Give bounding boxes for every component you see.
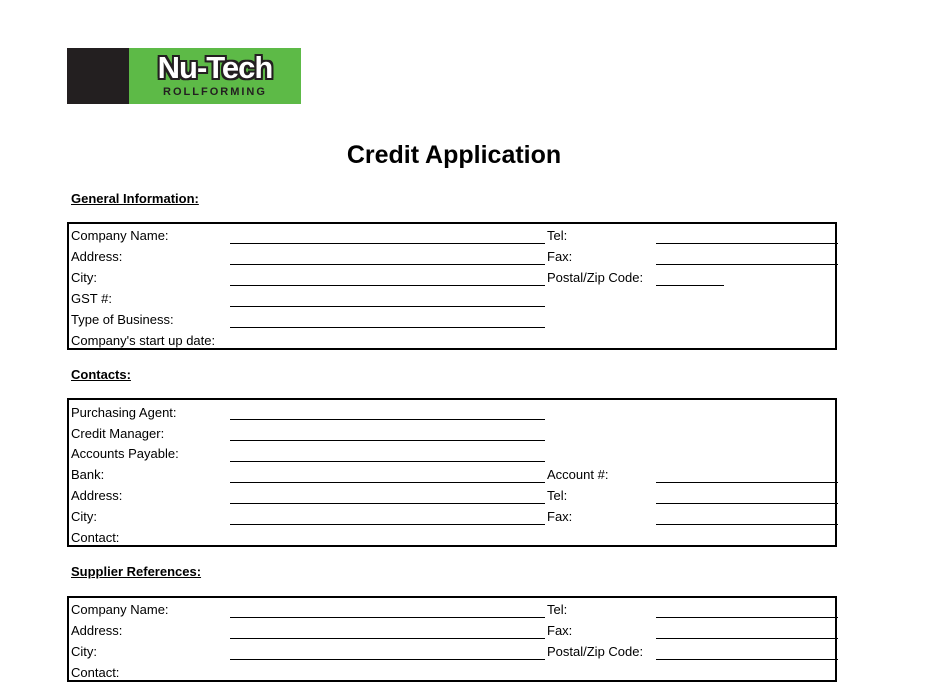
gst-label: GST #: bbox=[71, 291, 112, 306]
purchasing-agent-field[interactable] bbox=[230, 419, 545, 420]
credit-manager-field[interactable] bbox=[230, 440, 545, 441]
supplier-fax-field[interactable] bbox=[656, 638, 838, 639]
bank-tel-label: Tel: bbox=[547, 488, 568, 503]
address-label: Address: bbox=[71, 249, 123, 264]
supplier-city-field[interactable] bbox=[230, 659, 545, 660]
contacts-heading: Contacts: bbox=[71, 367, 131, 382]
logo-green-block bbox=[129, 48, 301, 104]
company-name-field[interactable] bbox=[230, 243, 545, 244]
supplier-postal-code-label: Postal/Zip Code: bbox=[547, 644, 644, 659]
accounts-payable-field[interactable] bbox=[230, 461, 545, 462]
logo-wordmark: Nu-Tech bbox=[157, 50, 273, 85]
supplier-contact-label: Contact: bbox=[71, 665, 120, 680]
accounts-payable-label: Accounts Payable: bbox=[71, 446, 179, 461]
bank-address-label: Address: bbox=[71, 488, 123, 503]
logo-subtitle: ROLLFORMING bbox=[163, 86, 267, 98]
company-logo bbox=[67, 48, 301, 104]
bank-tel-field[interactable] bbox=[656, 503, 838, 504]
gst-field[interactable] bbox=[230, 306, 545, 307]
general-info-heading: General Information: bbox=[71, 191, 199, 206]
account-number-label: Account #: bbox=[547, 467, 609, 482]
bank-city-label: City: bbox=[71, 509, 97, 524]
bank-field[interactable] bbox=[230, 482, 545, 483]
supplier-references-section bbox=[67, 596, 837, 682]
address-field[interactable] bbox=[230, 264, 545, 265]
city-label: City: bbox=[71, 270, 97, 285]
bank-fax-field[interactable] bbox=[656, 524, 838, 525]
fax-field[interactable] bbox=[656, 264, 838, 265]
supplier-tel-label: Tel: bbox=[547, 602, 568, 617]
supplier-fax-label: Fax: bbox=[547, 623, 573, 638]
general-info-section bbox=[67, 222, 837, 350]
tel-field[interactable] bbox=[656, 243, 838, 244]
start-up-date-label: Company's start up date: bbox=[71, 333, 216, 348]
bank-contact-label: Contact: bbox=[71, 530, 120, 545]
tel-label: Tel: bbox=[547, 228, 568, 243]
supplier-city-label: City: bbox=[71, 644, 97, 659]
postal-code-label: Postal/Zip Code: bbox=[547, 270, 644, 285]
page-title: Credit Application bbox=[346, 141, 562, 169]
city-field[interactable] bbox=[230, 285, 545, 286]
credit-manager-label: Credit Manager: bbox=[71, 426, 165, 441]
fax-label: Fax: bbox=[547, 249, 573, 264]
supplier-address-field[interactable] bbox=[230, 638, 545, 639]
supplier-postal-code-field[interactable] bbox=[656, 659, 838, 660]
type-of-business-field[interactable] bbox=[230, 327, 545, 328]
bank-city-field[interactable] bbox=[230, 524, 545, 525]
type-of-business-label: Type of Business: bbox=[71, 312, 174, 327]
bank-address-field[interactable] bbox=[230, 503, 545, 504]
supplier-tel-field[interactable] bbox=[656, 617, 838, 618]
company-name-label: Company Name: bbox=[71, 228, 169, 243]
supplier-company-name-field[interactable] bbox=[230, 617, 545, 618]
logo-dark-block bbox=[67, 48, 129, 104]
supplier-references-heading: Supplier References: bbox=[71, 564, 202, 579]
account-number-field[interactable] bbox=[656, 482, 838, 483]
bank-fax-label: Fax: bbox=[547, 509, 573, 524]
bank-label: Bank: bbox=[71, 467, 105, 482]
postal-code-field[interactable] bbox=[656, 285, 724, 286]
supplier-address-label: Address: bbox=[71, 623, 123, 638]
purchasing-agent-label: Purchasing Agent: bbox=[71, 405, 177, 420]
supplier-company-name-label: Company Name: bbox=[71, 602, 169, 617]
